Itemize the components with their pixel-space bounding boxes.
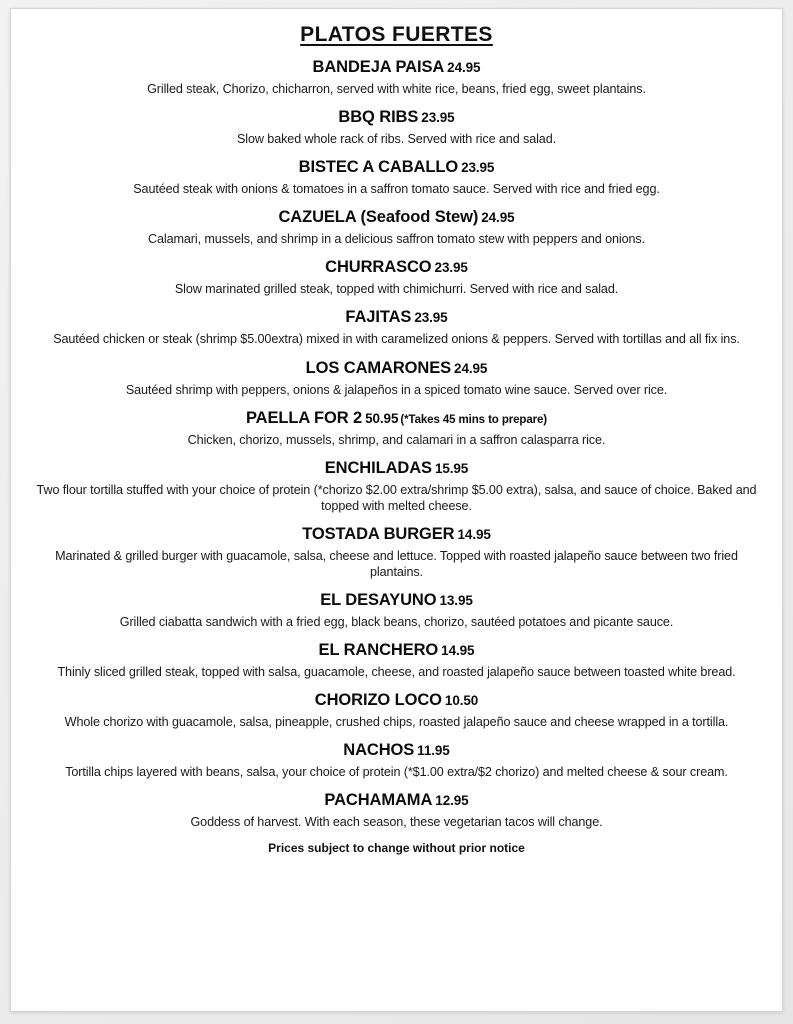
- menu-item-description: Calamari, mussels, and shrimp in a delicious saffron tomato stew with peppers and onions.: [148, 232, 645, 247]
- menu-item-name: BISTEC A CABALLO: [298, 158, 459, 177]
- menu-item-name: CHORIZO LOCO: [314, 691, 442, 710]
- menu-item: [27, 208, 766, 247]
- menu-item: [27, 525, 766, 580]
- menu-item-price: 10.50: [444, 693, 479, 709]
- menu-item-name: PACHAMAMA: [324, 791, 433, 810]
- menu-item: [27, 58, 766, 97]
- menu-item: [27, 791, 766, 830]
- menu-item-price: 15.95: [434, 460, 469, 476]
- menu-item-name: ENCHILADAS: [324, 458, 432, 477]
- menu-item-heading: [27, 108, 766, 127]
- menu-item-heading: [27, 308, 766, 327]
- menu-item: [27, 459, 766, 514]
- menu-item: [27, 591, 766, 630]
- menu-item-heading: [27, 641, 766, 660]
- menu-item-heading: [27, 591, 766, 610]
- menu-item-heading: [27, 409, 766, 428]
- menu-item: [27, 359, 766, 398]
- menu-item-heading: [27, 459, 766, 478]
- menu-item-price: 23.95: [421, 110, 455, 126]
- menu-item-heading: [27, 158, 766, 177]
- menu-item-name: EL RANCHERO: [318, 641, 439, 660]
- menu-item: [27, 641, 766, 680]
- menu-item-description: Grilled steak, Chorizo, chicharron, served with white rice, beans, fried egg, sweet plantains.: [147, 82, 646, 97]
- menu-item-description: Two flour tortilla stuffed with your choice of protein (*chorizo $2.00 extra/shrimp $5.00 extra), salsa, and sauce of choice. Baked and topped with melted cheese.: [36, 482, 757, 513]
- menu-item-name: BANDEJA PAISA: [312, 58, 445, 77]
- menu-item-description: Tortilla chips layered with beans, salsa, your choice of protein (*$1.00 extra/$2 chorizo) and melted cheese & sour cream.: [65, 765, 728, 780]
- menu-item-name: NACHOS: [343, 741, 415, 760]
- page-title: PLATOS FUERTES: [300, 23, 493, 46]
- menu-item-name: FAJITAS: [345, 308, 412, 327]
- menu-item-name: PAELLA FOR 2: [245, 408, 363, 427]
- menu-item-name: BBQ RIBS: [338, 108, 419, 127]
- menu-item: [27, 409, 766, 448]
- menu-item-name: CHURRASCO: [325, 258, 432, 277]
- menu-item: [27, 741, 766, 780]
- menu-item-price: 13.95: [439, 593, 473, 609]
- menu-item-heading: [27, 58, 766, 77]
- menu-item-description: Slow marinated grilled steak, topped with chimichurri. Served with rice and salad.: [174, 282, 619, 297]
- menu-item-list: [27, 58, 766, 830]
- menu-item: [27, 158, 766, 197]
- menu-item-price: 24.95: [454, 360, 488, 376]
- menu-item-price: 12.95: [435, 793, 469, 809]
- menu-item-description: Slow baked whole rack of ribs. Served with rice and salad.: [237, 132, 556, 147]
- menu-page: [10, 8, 783, 1012]
- menu-item-description: Sautéed shrimp with peppers, onions & jalapeños in a spiced tomato wine sauce. Served over rice.: [125, 382, 668, 397]
- menu-item-note: (*Takes 45 mins to prepare): [400, 413, 548, 426]
- menu-item-description: Marinated & grilled burger with guacamole, salsa, cheese and lettuce. Topped with roasted jalapeño sauce between two fried plantains.: [55, 548, 738, 579]
- menu-item-price: 11.95: [417, 743, 450, 759]
- menu-item-description: Chicken, chorizo, mussels, shrimp, and calamari in a saffron calasparra rice.: [187, 432, 606, 447]
- menu-item-description: Grilled ciabatta sandwich with a fried egg, black beans, chorizo, sautéed potatoes and picante sauce.: [119, 615, 674, 630]
- prices-disclaimer: Prices subject to change without prior notice: [268, 841, 525, 856]
- menu-item-description: Whole chorizo with guacamole, salsa, pineapple, crushed chips, roasted jalapeño sauce and cheese wrapped in a tortilla.: [64, 715, 729, 730]
- menu-item-name: CAZUELA (Seafood Stew): [278, 208, 479, 227]
- menu-item-heading: [27, 691, 766, 710]
- menu-item-heading: [27, 208, 766, 227]
- menu-item-name: TOSTADA BURGER: [302, 524, 455, 543]
- menu-item-price: 23.95: [434, 260, 468, 276]
- menu-item-price: 23.95: [461, 160, 495, 176]
- menu-item: [27, 308, 766, 347]
- menu-item-heading: [27, 741, 766, 760]
- menu-item-heading: [27, 525, 766, 544]
- menu-item-description: Sautéed steak with onions & tomatoes in a saffron tomato sauce. Served with rice and fried egg.: [133, 182, 660, 197]
- menu-item-heading: [27, 359, 766, 378]
- menu-item-price: 50.95: [365, 410, 399, 426]
- menu-item-name: EL DESAYUNO: [320, 591, 437, 610]
- menu-item-heading: [27, 791, 766, 810]
- menu-item-heading: [27, 258, 766, 277]
- menu-item-description: Thinly sliced grilled steak, topped with salsa, guacamole, cheese, and roasted jalapeño sauce between toasted white bread.: [57, 665, 736, 680]
- menu-item-price: 24.95: [447, 60, 481, 76]
- menu-item-price: 14.95: [457, 526, 491, 542]
- menu-item: [27, 691, 766, 730]
- menu-item-price: 24.95: [481, 210, 515, 226]
- menu-item-description: Goddess of harvest. With each season, these vegetarian tacos will change.: [190, 815, 603, 830]
- menu-item-price: 14.95: [441, 643, 475, 659]
- menu-item-price: 23.95: [414, 310, 448, 326]
- menu-item-name: LOS CAMARONES: [305, 358, 452, 377]
- menu-item-description: Sautéed chicken or steak (shrimp $5.00extra) mixed in with caramelized onions & peppers. Served with tortillas and all fix ins.: [53, 332, 740, 347]
- menu-item: [27, 258, 766, 297]
- menu-item: [27, 108, 766, 147]
